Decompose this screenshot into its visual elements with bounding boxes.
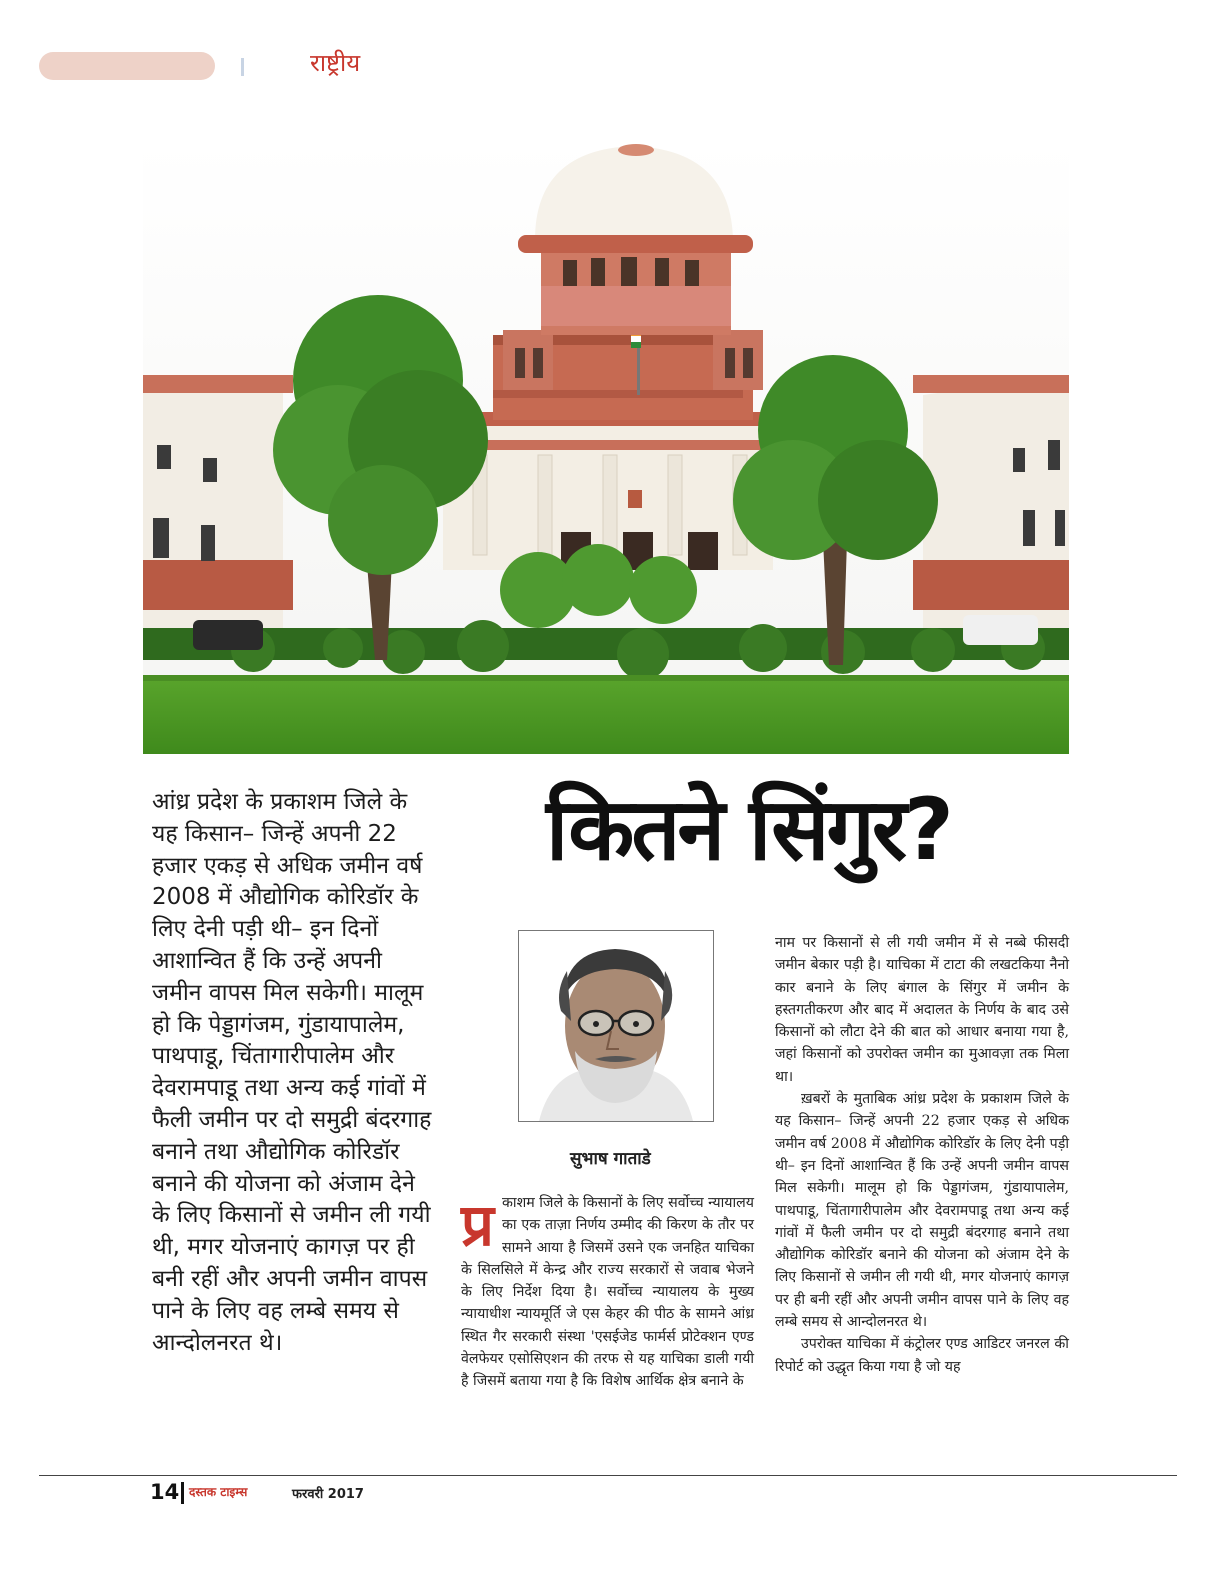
author-photo [518, 930, 714, 1122]
drop-cap: प्र [461, 1191, 495, 1259]
footer-separator [181, 1482, 184, 1504]
issue-date: फरवरी 2017 [292, 1487, 364, 1502]
supreme-court-photo [143, 140, 1069, 754]
article-body-paragraph: उपरोक्त याचिका में कंट्रोलर एण्ड आडिटर जनरल की रिपोर्ट को उद्धृत किया गया है जो यह [775, 1336, 1069, 1375]
header-separator [241, 58, 244, 76]
article-body-paragraph: नाम पर किसानों से ली गयी जमीन में से नब्बे फीसदी जमीन बेकार पड़ी है। याचिका में टाटा की लखटकिया नैनो कार बनाने के लिए बंगाल के सिंगुर में जमीन के हस्तगतीकरण और बाद में अदालत के निर्णय के बाद उसे किसानों को लौटा देने की बात को आधार बनाया गया है, जहां किसानों को उपरोक्त जमीन का मुआवज़ा तक मिला था। [775, 935, 1069, 1085]
page-number: 14 [150, 1480, 180, 1504]
article-lede: आंध्र प्रदेश के प्रकाशम जिले के यह किसान– जिन्हें अपनी 22 हजार एकड़ से अधिक जमीन वर्ष 2008 में औद्योगिक कोरिडॉर के लिए देनी पड़ी थी– इन दिनों आशान्वित हैं कि उन्हें अपनी जमीन वापस मिल सकेगी। मालूम हो कि पेड्डागंजम, गुंडायापालेम, पाथपाडू, चिंतागारीपालेम और देवरामपाडू तथा अन्य कई गांवों में फैली जमीन पर दो समुद्री बंदरगाह बनाने तथा औद्योगिक कोरिडॉर बनाने की योजना को अंजाम देने के लिए किसानों से जमीन ली गयी थी, मगर योजनाएं कागज़ पर ही बनी रहीं और अपनी जमीन वापस पाने के लिए वह लम्बे समय से आन्दोलनरत थे। [152, 789, 432, 1356]
article-body-paragraph: काशम जिले के किसानों के लिए सर्वोच्च न्यायालय का एक ताज़ा निर्णय उम्मीद की किरण के तौर पर सामने आया है जिसमें उसने एक जनहित याचिका के सिलसिले में केन्द्र और राज्य सरकारों से जवाब भेजने के लिए निर्देश दिया है। सर्वोच्च न्यायालय के मुख्य न्यायाधीश न्यायमूर्ति जे एस केहर की पीठ के सामने आंध्र स्थित गैर सरकारी संस्था 'एसईजेड फार्मर्स प्रोटेक्शन एण्ड वेलफेयर एसोसिएशन की तरफ से यह याचिका डाली गयी है जिसमें बताया गया है कि विशेष आर्थिक क्षेत्र बनाने के [461, 1195, 754, 1390]
article-headline: कितने सिंगुर? [546, 780, 951, 880]
article-body-column-1 [461, 1192, 754, 1393]
footer-rule [39, 1475, 1177, 1476]
header-tab-pill [39, 52, 215, 80]
magazine-logo: दस्तक टाइम्स [189, 1485, 248, 1499]
article-body-column-2 [775, 932, 1069, 1378]
author-name: सुभाष गाताडे [570, 1149, 651, 1169]
article-body-paragraph: ख़बरों के मुताबिक आंध्र प्रदेश के प्रकाशम जिले के यह किसान– जिन्हें अपनी 22 हजार एकड़ से अधिक जमीन वर्ष 2008 में औद्योगिक कोरिडॉर के लिए देनी पड़ी थी– इन दिनों आशान्वित हैं कि उन्हें अपनी जमीन वापस मिल सकेगी। मालूम हो कि पेड्डागंजम, गुंडायापालेम, पाथपाडू, चिंतागारीपालेम और देवरामपाडू तथा अन्य कई गांवों में फैली जमीन पर दो समुद्री बंदरगाह बनाने तथा औद्योगिक कोरिडॉर बनाने की योजना को अंजाम देने के लिए किसानों से जमीन ली गयी थी, मगर योजनाएं कागज़ पर ही बनी रहीं और अपनी जमीन वापस पाने के लिए वह लम्बे समय से आन्दोलनरत थे। [775, 1091, 1069, 1331]
section-label: राष्ट्रीय [310, 49, 361, 77]
